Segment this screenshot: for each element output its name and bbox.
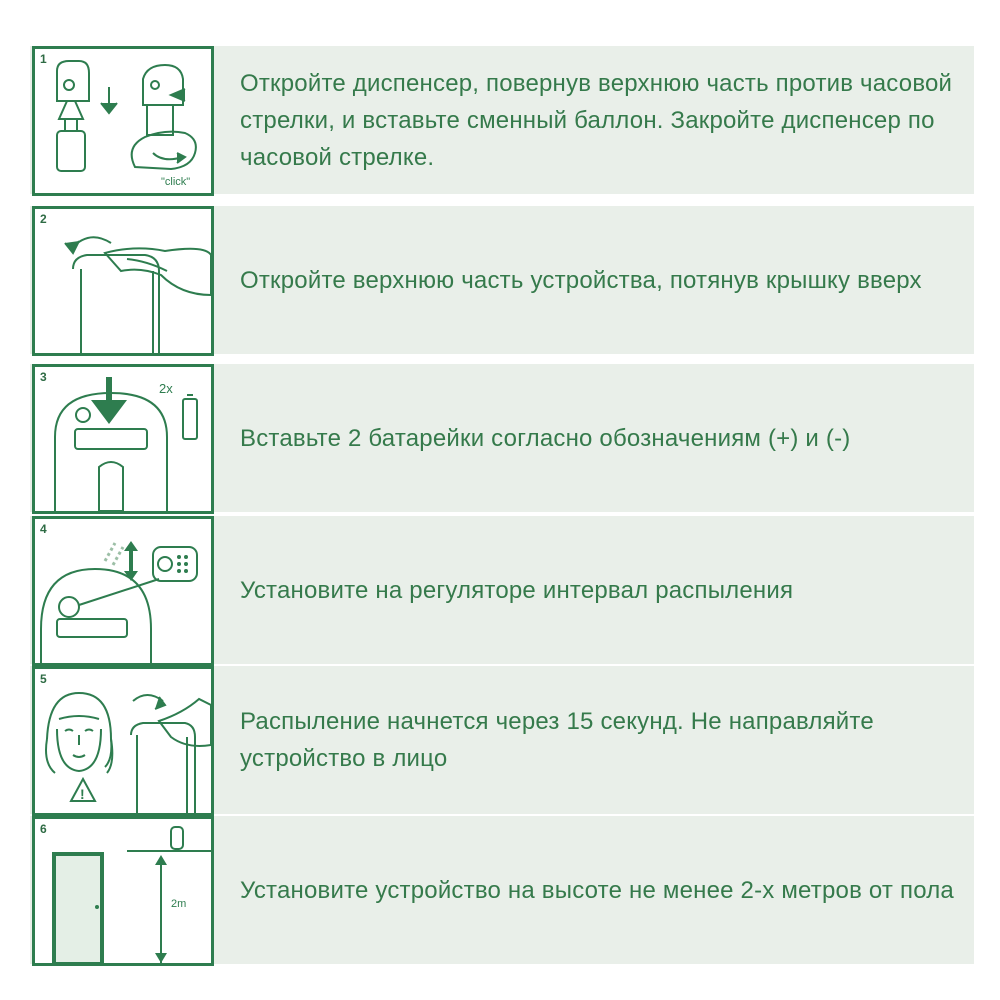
step-text	[240, 816, 960, 964]
face-warning-icon	[32, 666, 214, 816]
svg-text:!: !	[80, 786, 85, 802]
instruction-step-4	[30, 516, 974, 664]
battery-count-caption: 2x	[159, 381, 173, 396]
step-text-content: Вставьте 2 батарейки согласно обозначениям (+) и (-)	[240, 424, 851, 452]
step-number: 5	[40, 672, 47, 686]
step-number: 1	[40, 52, 47, 66]
instruction-step-1	[30, 46, 974, 194]
step-text	[240, 46, 960, 194]
step-number: 2	[40, 212, 47, 226]
lift-lid-icon	[32, 206, 214, 356]
instruction-step-2	[30, 206, 974, 354]
insert-batteries-icon	[32, 364, 214, 514]
instruction-step-3	[30, 364, 974, 512]
step-text-content: Откройте верхнюю часть устройства, потянув крышку вверх	[240, 266, 922, 294]
step-number: 4	[40, 522, 47, 536]
click-caption: "click"	[161, 176, 191, 188]
step-text-content: Откройте диспенсер, повернув верхнюю часть против часовой стрелки, и вставьте сменный баллон. Закройте диспенсер по часовой стрелке.	[240, 69, 953, 171]
step-text-content: Установите устройство на высоте не менее 2-х метров от пола	[240, 876, 954, 904]
step-text	[240, 206, 960, 354]
open-dispenser-insert-refill-icon	[32, 46, 214, 196]
step-text	[240, 516, 960, 664]
step-text-content: Установите на регуляторе интервал распыления	[240, 576, 794, 604]
instruction-step-5	[30, 666, 974, 814]
step-number: 3	[40, 370, 47, 384]
step-number: 6	[40, 822, 47, 836]
step-text	[240, 666, 960, 814]
set-interval-dial-icon	[32, 516, 214, 666]
step-text	[240, 364, 960, 512]
mount-height-icon	[32, 816, 214, 966]
instruction-step-6	[30, 816, 974, 964]
height-caption: 2m	[171, 898, 187, 910]
step-text-content: Распыление начнется через 15 секунд. Не направляйте устройство в лицо	[240, 708, 874, 772]
